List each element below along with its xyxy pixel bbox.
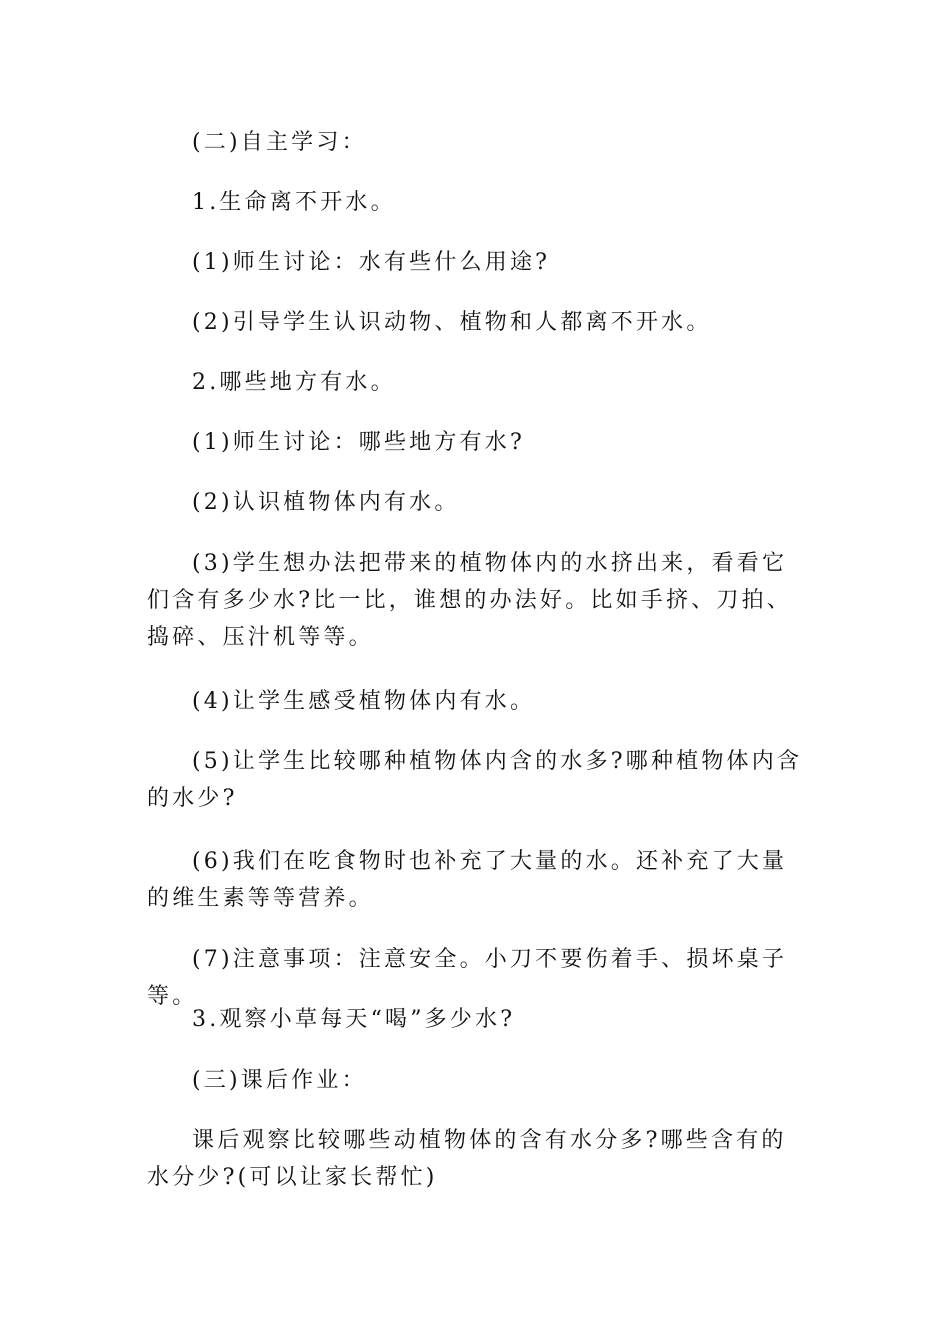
- section-heading-self-study: (二)自主学习：: [192, 130, 367, 155]
- sub-item-1-2: (2)引导学生认识动物、植物和人都离不开水。: [192, 310, 712, 335]
- sub-item-1-1: (1)师生讨论：水有些什么用途?: [192, 250, 551, 275]
- sub-item-2-3: (3)学生想办法把带来的植物体内的水挤出来，看看它们含有多少水?比一比，谁想的办法好。比如手挤、刀拍、捣碎、压汁机等等。: [147, 551, 792, 650]
- sub-item-2-6: (6)我们在吃食物时也补充了大量的水。还补充了大量的维生素等等营养。: [147, 849, 788, 911]
- sub-item-2-1: (1)师生讨论：哪些地方有水?: [192, 430, 525, 455]
- section-heading-homework: (三)课后作业：: [192, 1068, 367, 1093]
- item-1-heading: 1.生命离不开水。: [192, 190, 396, 215]
- sub-item-2-4: (4)让学生感受植物体内有水。: [192, 689, 536, 714]
- sub-item-2-7: (7)注意事项：注意安全。小刀不要伤着手、损坏桌子等。: [147, 947, 788, 1009]
- item-2-heading: 2.哪些地方有水。: [192, 370, 396, 395]
- item-3-heading: 3.观察小草每天“喝”多少水?: [192, 1007, 516, 1032]
- sub-item-2-5: (5)让学生比较哪种植物体内含的水多?哪种植物体内含的水少?: [147, 749, 803, 811]
- sub-item-2-2: (2)认识植物体内有水。: [192, 490, 460, 515]
- homework-text: 课后观察比较哪些动植物体的含有水分多?哪些含有的水分少?(可以让家长帮忙): [147, 1128, 787, 1190]
